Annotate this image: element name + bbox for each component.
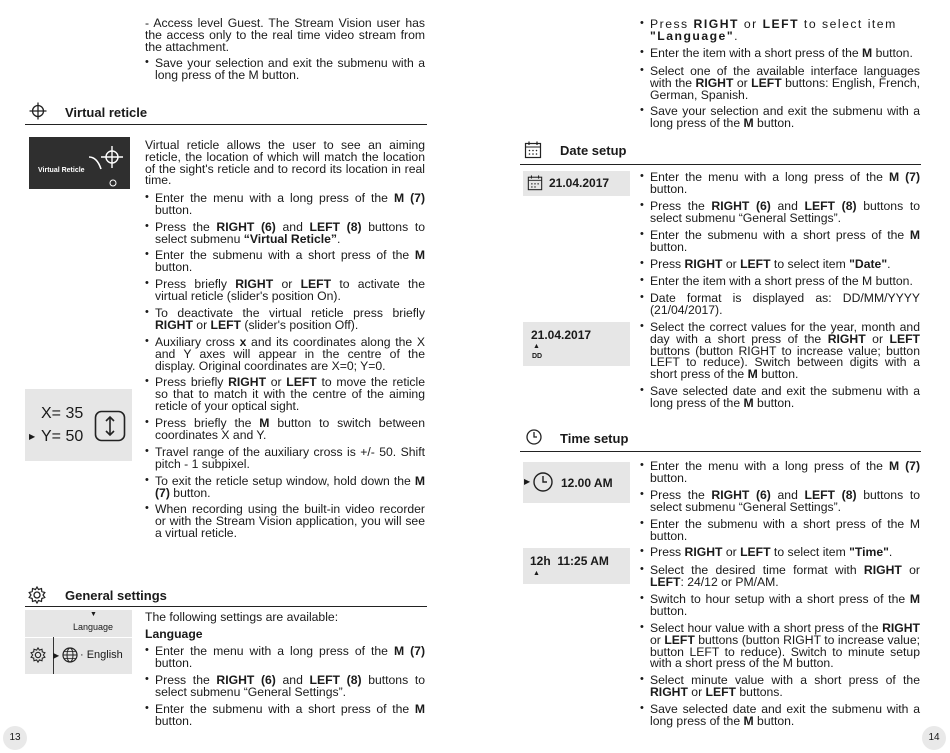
selector-arrow-icon: ▶ <box>524 477 531 486</box>
intro-paragraph: - Access level Guest. The Stream Vision user has the access only to the real time video stream from the attachment. <box>145 16 425 54</box>
lang-bullet-1: • Press RIGHT or LEFT to select item "Language". <box>650 19 920 43</box>
selector-arrow-icon: ▶ <box>29 432 36 441</box>
page-number-right: 14 <box>922 726 946 750</box>
time-bullet-8: • Select minute value with a short press of the RIGHT or LEFT buttons. <box>650 675 920 699</box>
time-value-1: 12.00 AM <box>561 476 613 490</box>
gs-subheading: Language <box>145 627 203 641</box>
arrow-up-icon: ▲ <box>533 343 540 350</box>
clock-icon <box>525 428 543 446</box>
gear-small-icon <box>30 647 46 663</box>
time-bullet-5: • Select the desired time format with RIGHT or LEFT: 24/12 or PM/AM. <box>650 565 920 589</box>
date-bullet-2: • Press the RIGHT (6) and LEFT (8) buttons to select submenu “General Settings”. <box>650 201 920 225</box>
time-value-2: 12h 11:25 AM <box>530 554 609 568</box>
vr-bullet-5: • To deactivate the virtual reticle press briefly RIGHT or LEFT (slider's position Off). <box>155 308 425 332</box>
divider <box>520 164 921 165</box>
date-value-2: 21.04.2017 <box>531 328 592 342</box>
time-bullet-1: • Enter the menu with a long press of the M (7) button. <box>650 461 920 485</box>
vr-bullet-7: • Press briefly RIGHT or LEFT to move the reticle so that to match it with the centre of the aiming reticle of your optical sight. <box>155 377 425 412</box>
time-screen-2 <box>523 548 630 584</box>
gs-intro: The following settings are available: <box>145 610 339 624</box>
crosshair-icon <box>29 102 47 120</box>
time-bullet-9: • Save selected date and exit the submenu with a long press of the M button. <box>650 704 920 728</box>
date-screen-1 <box>523 171 630 196</box>
date-value-1: 21.04.2017 <box>549 176 610 190</box>
time-screen-1 <box>523 462 630 503</box>
vr-bullet-9: • Travel range of the auxiliary cross is +/- 50. Shift pitch - 1 subpixel. <box>155 447 425 471</box>
arrow-down-icon: ▼ <box>90 611 97 618</box>
gear-icon <box>28 586 46 604</box>
section-title-time-setup: Time setup <box>560 431 629 446</box>
date-bullet-3: • Enter the submenu with a short press of the M button. <box>650 230 920 254</box>
vertical-arrows-icon <box>94 410 126 442</box>
lang-bullet-4: • Save your selection and exit the submenu with a long press of the M button. <box>650 106 920 130</box>
intro-bullet: • Save your selection and exit the submenu with a long press of the M button. <box>155 58 425 82</box>
language-screen-label: Language <box>73 622 114 632</box>
selector-arrow-icon: ▶ <box>53 651 60 660</box>
calendar-icon <box>524 141 542 159</box>
page-number-left: 13 <box>3 726 27 750</box>
time-bullet-6: • Switch to hour setup with a short press of the M button. <box>650 594 920 618</box>
divider <box>25 124 427 125</box>
date-bullet-7: • Select the correct values for the year, month and day with a short press of the RIGHT or LEFT buttons (button RIGHT to increase value; button LEFT to reduce). Switch between digits with a short press of the M button. <box>650 322 920 381</box>
vr-bullet-10: • To exit the reticle setup window, hold down the M (7) button. <box>155 476 425 500</box>
coord-y: Y= 50 <box>41 428 84 445</box>
section-title-virtual-reticle: Virtual reticle <box>65 105 148 120</box>
time-bullet-4: • Press RIGHT or LEFT to select item "Time". <box>650 547 920 559</box>
time-bullet-7: • Select hour value with a short press of the RIGHT or LEFT buttons (button RIGHT to increase value; button LEFT to reduce). Switch to minute setup with a short press of the M button. <box>650 623 920 670</box>
gs-bullet-2: • Press the RIGHT (6) and LEFT (8) buttons to select submenu “General Settings”. <box>155 675 425 699</box>
virtual-reticle-screen <box>29 137 130 189</box>
virtual-reticle-screen-label: Virtual Reticle <box>38 167 85 174</box>
reticle-crosshair-icon <box>87 143 127 187</box>
gs-bullet-3: • Enter the submenu with a short press of the M button. <box>155 704 425 728</box>
divider <box>25 606 427 607</box>
section-title-date-setup: Date setup <box>560 143 627 158</box>
gs-bullet-1: • Enter the menu with a long press of the M (7) button. <box>155 646 425 670</box>
section-title-general-settings: General settings <box>65 588 167 603</box>
time-bullet-2: • Press the RIGHT (6) and LEFT (8) buttons to select submenu “General Settings”. <box>650 490 920 514</box>
clock-small-icon <box>532 471 554 493</box>
date-digit-label: DD <box>532 353 543 360</box>
date-screen-2 <box>523 322 630 366</box>
vr-bullet-6: • Auxiliary cross x and its coordinates along the X and Y axes will appear in the centre of the display. Original coordinates are X=0; Y=0. <box>155 337 425 372</box>
language-value: · English <box>80 649 123 661</box>
vr-bullet-3: • Enter the submenu with a short press of the M button. <box>155 250 425 274</box>
vr-bullet-8: • Press briefly the M button to switch between coordinates X and Y. <box>155 418 425 442</box>
date-bullet-4: • Press RIGHT or LEFT to select item "Date". <box>650 259 920 271</box>
coordinates-screen <box>25 389 132 461</box>
language-screen <box>25 610 132 674</box>
vr-bullet-2: • Press the RIGHT (6) and LEFT (8) buttons to select submenu “Virtual Reticle”. <box>155 222 425 246</box>
date-bullet-6: • Date format is displayed as: DD/MM/YYYY (21/04/2017). <box>650 293 920 317</box>
arrow-up-icon: ▲ <box>533 570 540 577</box>
calendar-small-icon <box>527 175 543 191</box>
divider <box>520 451 921 452</box>
vr-bullet-11: • When recording using the built-in video recorder or with the Stream Vision application, you will see a virtual reticle. <box>155 504 425 539</box>
vr-description: Virtual reticle allows the user to see an aiming reticle, the location of which will match the location of the sight's reticle and to record its location in real time. <box>145 138 425 188</box>
lang-bullet-2: • Enter the item with a short press of the M button. <box>650 48 920 60</box>
time-bullet-3: • Enter the submenu with a short press of the M button. <box>650 519 920 543</box>
date-bullet-1: • Enter the menu with a long press of the M (7) button. <box>650 172 920 196</box>
date-bullet-5: • Enter the item with a short press of the M button. <box>650 276 920 288</box>
coord-x: X= 35 <box>41 405 84 422</box>
lang-bullet-3: • Select one of the available interface languages with the RIGHT or LEFT buttons: English, French, German, Spanish. <box>650 66 920 101</box>
vr-bullet-4: • Press briefly RIGHT or LEFT to activate the virtual reticle (slider's position On). <box>155 279 425 303</box>
vr-bullet-1: • Enter the menu with a long press of the M (7) button. <box>155 193 425 217</box>
globe-icon <box>62 647 78 663</box>
date-bullet-8: • Save selected date and exit the submenu with a long press of the M button. <box>650 386 920 410</box>
